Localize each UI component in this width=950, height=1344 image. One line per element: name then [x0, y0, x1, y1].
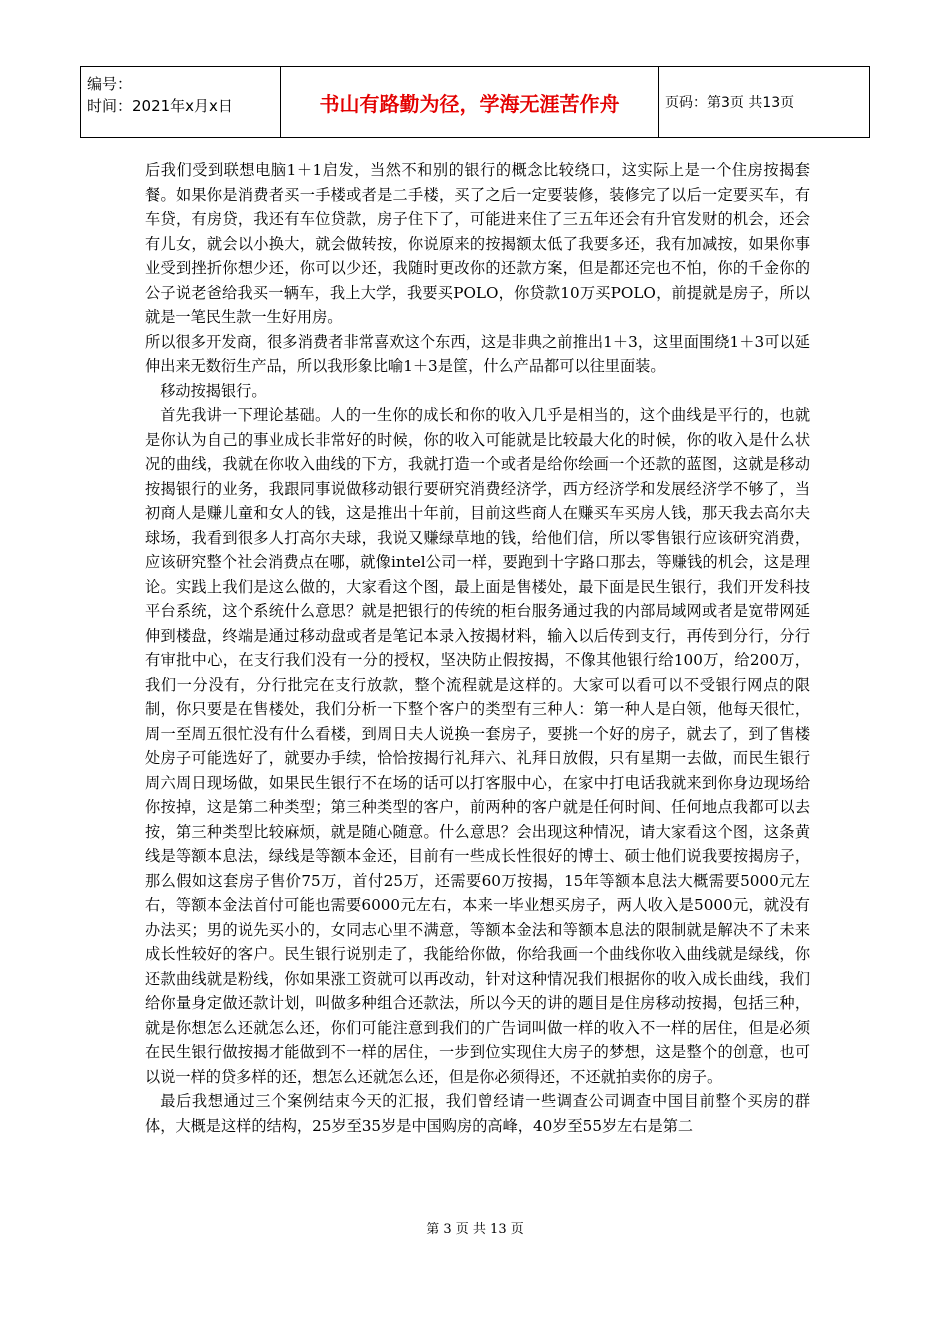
paragraph-1: 后我们受到联想电脑1＋1启发，当然不和别的银行的概念比较绕口，这实际上是一个住房按揭套餐。如果你是消费者买一手楼或者是二手楼，买了之后一定要装修，装修完了以后一定要买车，有车贷，有房贷，我还有车位贷款，房子住下了，可能进来住了三五年还会有升官发财的机会，还会有儿女，就会以小换大，就会做转按，你说原来的按揭额太低了我要多还，我有加减按，如果你事业受到挫折你想少还，你可以少还，我随时更改你的还款方案，但是都还完也不怕，你的千金你的公子说老爸给我买一辆车，我上大学，我要买POLO，你贷款10万买POLO，前提就是房子，所以就是一笔民生款一生好用房。	[145, 161, 810, 326]
paragraph-4: 首先我讲一下理论基础。人的一生你的成长和你的收入几乎是相当的，这个曲线是平行的，也就是你认为自己的事业成长非常好的时候，你的收入可能就是比较最大化的时候，你的收入是什么状况的曲线，我就在你收入曲线的下方，我就打造一个或者是给你绘画一个还款的蓝图，这就是移动按揭银行的业务，我跟同事说做移动银行要研究消费经济学，西方经济学和发展经济学不够了，当初商人是赚儿童和女人的钱，这是推出十年前，目前这些商人在赚买车买房人钱，那天我去高尔夫球场，我看到很多人打高尔夫球，我说又赚绿草地的钱，给他们信，所以零售银行应该研究消费，应该研究整个社会消费点在哪，就像intel公司一样，要跑到十字路口那去，等赚钱的机会，这是理论。实践上我们是这么做的，大家看这个图，最上面是售楼处，最下面是民生银行，我们开发科技平台系统，这个系统什么意思？就是把银行的传统的柜台服务通过我的内部局域网或者是宽带网延伸到楼盘，终端是通过移动盘或者是笔记本录入按揭材料，输入以后传到支行，再传到分行，分行有审批中心，在支行我们没有一分的授权，坚决防止假按揭，不像其他银行给100万，给200万，我们一分没有，分行批完在支行放款，整个流程就是这样的。大家可以看可以不受银行网点的限制，你只要是在售楼处，我们分析一下整个客户的类型有三种人：第一种人是白领，他每天很忙，周一至周五很忙没有什么看楼，到周日夫人说换一套房子，要挑一个好的房子，就去了，到了售楼处房子可能选好了，就要办手续，恰恰按揭行礼拜六、礼拜日放假，只有星期一去做，而民生银行周六周日现场做，如果民生银行不在场的话可以打客服中心，在家中打电话我就来到你身边现场给你按掉，这是第二种类型；第三种类型的客户，前两种的客户就是任何时间、任何地点我都可以去按，第三种类型比较麻烦，就是随心随意。什么意思？会出现这种情况，请大家看这个图，这条黄线是等额本息法，绿线是等额本金还，目前有一些成长性很好的博士、硕士他们说我要按揭房子，那么假如这套房子售价75万，首付25万，还需要60万按揭，15年等额本息法大概需要5000元左右，等额本金法首付可能也需要6000元左右，本来一毕业想买房子，两人收入是5000元，就没有办法买；男的说先买小的，女同志心里不满意，等额本金法和等额本息法的限制就是解决不了未来成长性较好的客户。民生银行说别走了，我能给你做，你给我画一个曲线你收入曲线就是绿线，你还款曲线就是粉线，你如果涨工资就可以再改动，针对这种情况我们根据你的收入成长曲线，我们给你量身定做还款计划，叫做多种组合还款法，所以今天的讲的题目是住房移动按揭，包括三种，就是你想怎么还就怎么还，你们可能注意到我们的广告词叫做一样的收入不一样的居住，但是必须在民生银行做按揭才能做到不一样的居住，一步到位实现住大房子的梦想，这是整个的创意，也可以说一样的贷多样的还，想怎么还就怎么还，但是你必须得还，不还就拍卖你的房子。	[145, 406, 810, 1086]
paragraph-2: 所以很多开发商，很多消费者非常喜欢这个东西，这是非典之前推出1＋3，这里面围绕1＋3可以延伸出来无数衍生产品，所以我形象比喻1＋3是筐，什么产品都可以往里面装。	[145, 332, 810, 375]
header-page-info: 页码：第3页 共13页	[665, 95, 795, 111]
page-header	[80, 66, 870, 138]
document-body	[145, 158, 810, 1138]
paragraph-5: 最后我想通过三个案例结束今天的汇报，我们曾经请一些调查公司调查中国目前整个买房的群体，大概是这样的结构，25岁至35岁是中国购房的高峰，40岁至55岁左右是第二	[145, 1092, 810, 1135]
time-label: 时间：2021年x月x日	[87, 97, 233, 115]
number-label: 编号：	[87, 75, 133, 93]
page-footer: 第 3 页 共 13 页	[426, 1222, 524, 1237]
paragraph-3: 移动按揭银行。	[160, 381, 267, 400]
header-meta	[81, 67, 281, 137]
header-motto: 书山有路勤为径，学海无涯苦作舟	[281, 67, 659, 137]
